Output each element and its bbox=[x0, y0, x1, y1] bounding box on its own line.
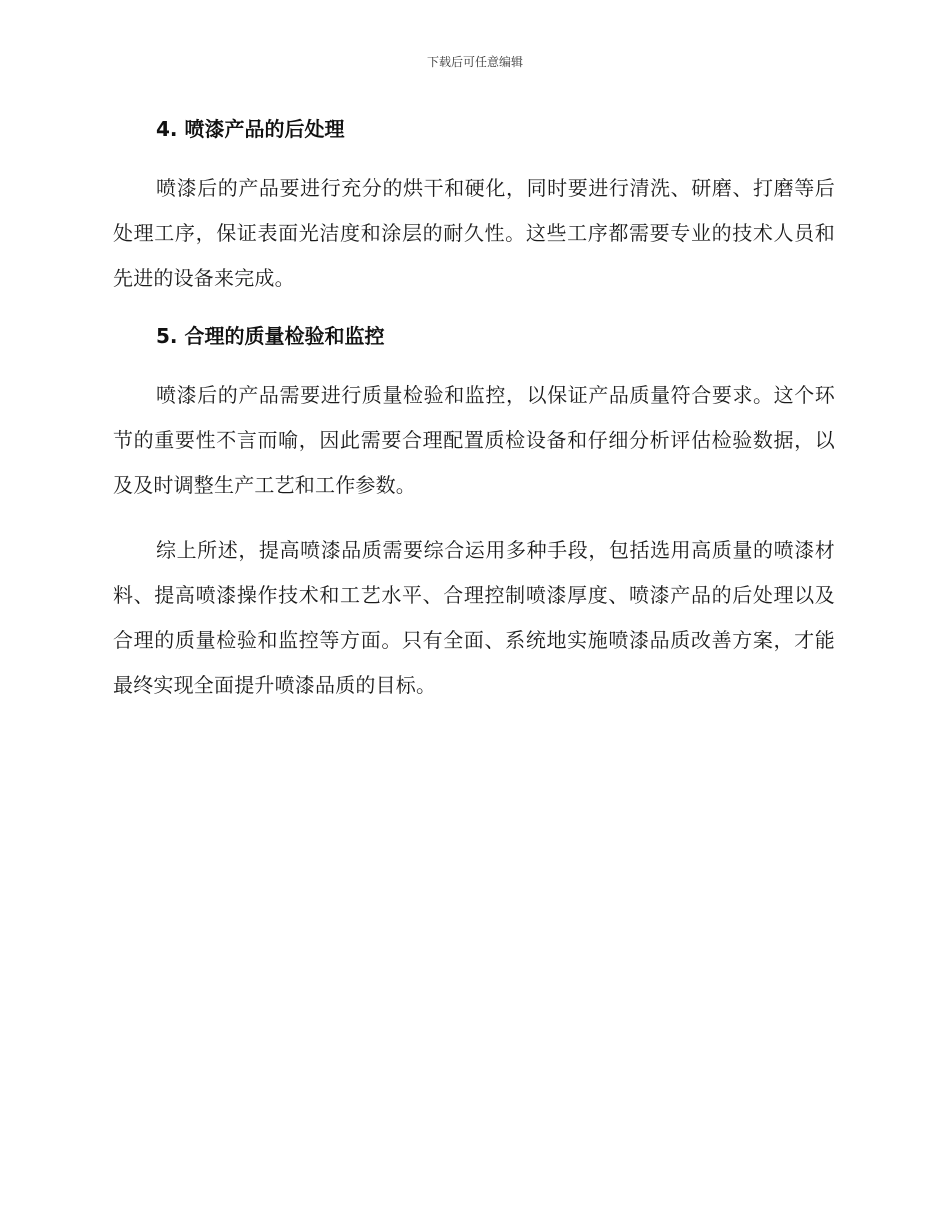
section-paragraph-4: 喷漆后的产品要进行充分的烘干和硬化，同时要进行清洗、研磨、打磨等后处理工序，保证表面光洁度和涂层的耐久性。这些工序都需要专业的技术人员和先进的设备来完成。 bbox=[113, 176, 835, 290]
section-heading-5: 5. 合理的质量检验和监控 bbox=[156, 324, 385, 348]
conclusion-paragraph: 综上所述，提高喷漆品质需要综合运用多种手段，包括选用高质量的喷漆材料、提高喷漆操作技术和工艺水平、合理控制喷漆厚度、喷漆产品的后处理以及合理的质量检验和监控等方面。只有全面、系统地实施喷漆品质改善方案，才能最终实现全面提升喷漆品质的目标。 bbox=[113, 538, 835, 697]
section-paragraph-5: 喷漆后的产品需要进行质量检验和监控，以保证产品质量符合要求。这个环节的重要性不言而喻，因此需要合理配置质检设备和仔细分析评估检验数据，以及及时调整生产工艺和工作参数。 bbox=[113, 383, 835, 497]
section-heading-4: 4. 喷漆产品的后处理 bbox=[156, 117, 345, 141]
document-body bbox=[113, 114, 835, 728]
page-header-note: 下载后可任意编辑 bbox=[426, 55, 523, 69]
